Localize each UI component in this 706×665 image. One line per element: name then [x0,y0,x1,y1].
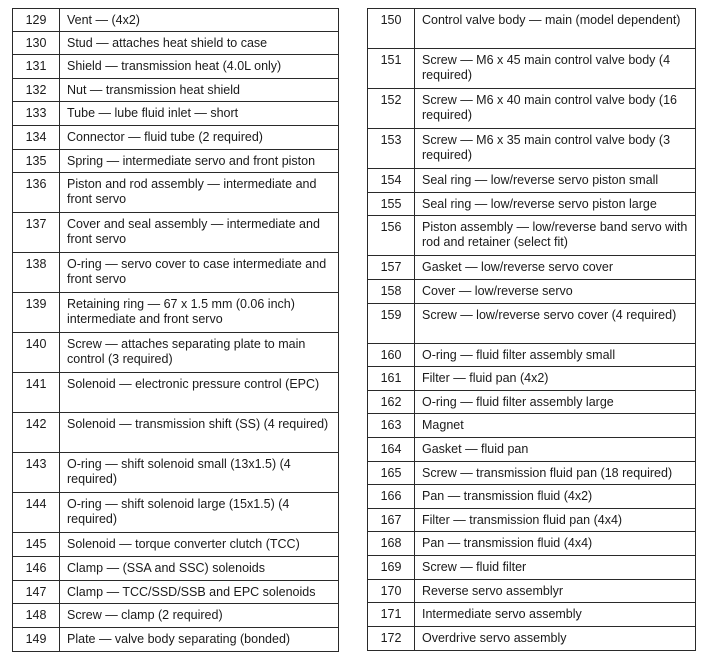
part-number: 159 [368,304,415,344]
part-number: 152 [368,89,415,129]
part-description: Screw — clamp (2 required) [60,604,339,628]
table-row [368,49,696,89]
part-description: Screw — M6 x 35 main control valve body (3 required) [415,129,696,169]
part-number: 144 [13,493,60,533]
part-number: 129 [13,9,60,32]
part-number: 147 [13,581,60,604]
part-description: Reverse servo assemblyr [415,580,696,603]
part-description: Solenoid — transmission shift (SS) (4 required) [60,413,339,453]
part-description: O-ring — shift solenoid small (13x1.5) (4 required) [60,453,339,493]
part-number: 155 [368,193,415,216]
part-description: Vent — (4x2) [60,9,339,32]
table-row [13,173,339,213]
table-row [368,367,696,391]
part-number: 149 [13,628,60,652]
part-description: Seal ring — low/reverse servo piston small [415,169,696,193]
table-row [368,256,696,280]
part-description: O-ring — fluid filter assembly small [415,344,696,367]
table-row [368,304,696,344]
part-description: Connector — fluid tube (2 required) [60,126,339,150]
part-description: Clamp — TCC/SSD/SSB and EPC solenoids [60,581,339,604]
part-number: 161 [368,367,415,391]
part-number: 148 [13,604,60,628]
table-row [13,413,339,453]
part-number: 142 [13,413,60,453]
part-number: 163 [368,414,415,438]
part-description: Clamp — (SSA and SSC) solenoids [60,557,339,581]
part-description: Gasket — fluid pan [415,438,696,462]
part-description: Shield — transmission heat (4.0L only) [60,55,339,79]
table-row [368,391,696,414]
part-number: 146 [13,557,60,581]
part-description: Cover — low/reverse servo [415,280,696,304]
part-number: 130 [13,32,60,55]
part-description: Screw — M6 x 40 main control valve body (16 required) [415,89,696,129]
table-row [13,604,339,628]
part-number: 169 [368,556,415,580]
part-description: O-ring — servo cover to case intermediate and front servo [60,253,339,293]
table-row [368,462,696,485]
table-row [368,344,696,367]
part-number: 151 [368,49,415,89]
table-row [13,581,339,604]
part-number: 141 [13,373,60,413]
part-description: Solenoid — electronic pressure control (EPC) [60,373,339,413]
part-description: Solenoid — torque converter clutch (TCC) [60,533,339,557]
part-description: Screw — fluid filter [415,556,696,580]
part-description: Retaining ring — 67 x 1.5 mm (0.06 inch) intermediate and front servo [60,293,339,333]
parts-table-right [367,8,696,651]
parts-table-left [12,8,339,652]
table-row [13,79,339,102]
part-number: 131 [13,55,60,79]
table-row [13,293,339,333]
part-number: 132 [13,79,60,102]
part-number: 138 [13,253,60,293]
table-row [368,532,696,556]
part-number: 153 [368,129,415,169]
part-number: 156 [368,216,415,256]
part-number: 136 [13,173,60,213]
table-row [368,556,696,580]
table-row [13,533,339,557]
part-description: Pan — transmission fluid (4x4) [415,532,696,556]
table-row [368,414,696,438]
table-row [13,453,339,493]
part-description: Plate — valve body separating (bonded) [60,628,339,652]
part-description: Piston assembly — low/reverse band servo with rod and retainer (select fit) [415,216,696,256]
table-row [368,580,696,603]
table-row [368,129,696,169]
part-description: Magnet [415,414,696,438]
table-row [13,126,339,150]
part-description: Seal ring — low/reverse servo piston large [415,193,696,216]
part-description: Filter — fluid pan (4x2) [415,367,696,391]
part-number: 137 [13,213,60,253]
table-row [368,603,696,627]
part-description: O-ring — fluid filter assembly large [415,391,696,414]
table-row [368,216,696,256]
part-number: 172 [368,627,415,651]
part-description: Piston and rod assembly — intermediate and front servo [60,173,339,213]
table-row [13,253,339,293]
table-row [13,102,339,126]
table-row [368,280,696,304]
part-number: 158 [368,280,415,304]
part-description: Screw — transmission fluid pan (18 required) [415,462,696,485]
table-row [368,89,696,129]
part-description: Overdrive servo assembly [415,627,696,651]
part-number: 133 [13,102,60,126]
part-number: 139 [13,293,60,333]
part-number: 166 [368,485,415,509]
table-row [368,9,696,49]
part-number: 162 [368,391,415,414]
table-row [13,9,339,32]
table-row [368,627,696,651]
table-row [13,55,339,79]
table-row [368,509,696,532]
part-description: Screw — M6 x 45 main control valve body (4 required) [415,49,696,89]
part-number: 145 [13,533,60,557]
part-number: 168 [368,532,415,556]
table-row [368,169,696,193]
part-number: 143 [13,453,60,493]
part-number: 171 [368,603,415,627]
table-row [13,628,339,652]
table-row [368,485,696,509]
table-row [368,193,696,216]
part-number: 134 [13,126,60,150]
part-description: Filter — transmission fluid pan (4x4) [415,509,696,532]
part-description: Gasket — low/reverse servo cover [415,256,696,280]
table-row [13,213,339,253]
table-row [13,373,339,413]
table-row [13,493,339,533]
part-description: Screw — low/reverse servo cover (4 required) [415,304,696,344]
table-row [13,333,339,373]
table-row [13,32,339,55]
part-number: 154 [368,169,415,193]
part-number: 164 [368,438,415,462]
part-description: Pan — transmission fluid (4x2) [415,485,696,509]
part-description: Intermediate servo assembly [415,603,696,627]
table-row [368,438,696,462]
part-number: 140 [13,333,60,373]
part-number: 157 [368,256,415,280]
part-description: Control valve body — main (model dependent) [415,9,696,49]
part-number: 170 [368,580,415,603]
part-number: 135 [13,150,60,173]
part-description: Stud — attaches heat shield to case [60,32,339,55]
part-description: Nut — transmission heat shield [60,79,339,102]
part-description: Cover and seal assembly — intermediate and front servo [60,213,339,253]
part-number: 160 [368,344,415,367]
part-number: 165 [368,462,415,485]
part-description: Spring — intermediate servo and front piston [60,150,339,173]
table-row [13,557,339,581]
table-row [13,150,339,173]
part-number: 150 [368,9,415,49]
part-description: Screw — attaches separating plate to main control (3 required) [60,333,339,373]
part-description: Tube — lube fluid inlet — short [60,102,339,126]
part-description: O-ring — shift solenoid large (15x1.5) (4 required) [60,493,339,533]
part-number: 167 [368,509,415,532]
